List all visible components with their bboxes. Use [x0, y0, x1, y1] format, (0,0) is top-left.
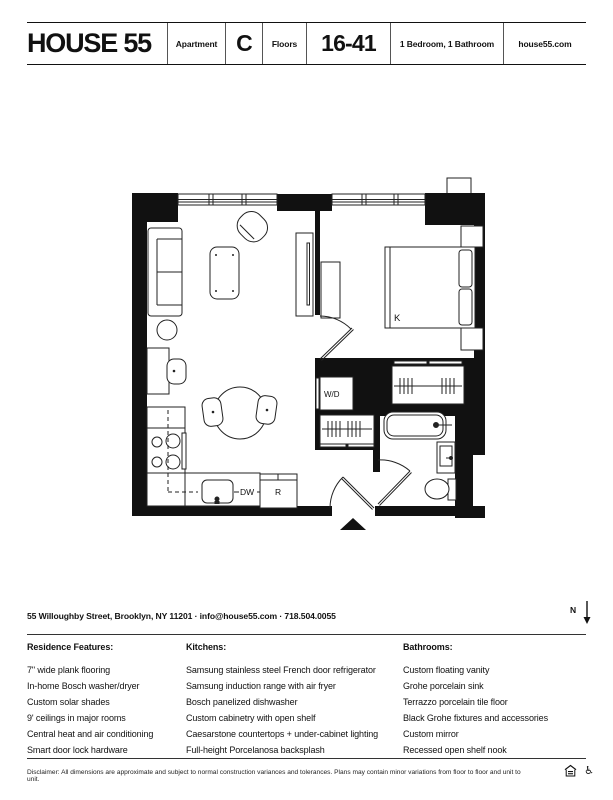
bathroom-door-leaf: [378, 471, 412, 506]
side-table: [157, 320, 177, 340]
tv: [307, 243, 310, 305]
floor-plan: [110, 170, 510, 535]
dresser: [321, 262, 340, 318]
features-section: [27, 642, 586, 758]
kitchens-column: [186, 642, 403, 758]
column-heading: Residence Features:: [27, 642, 114, 652]
apartment-label: Apartment: [167, 23, 225, 64]
desk: [147, 348, 169, 394]
pillow: [459, 250, 472, 287]
bed-size-label: K: [394, 313, 401, 324]
entry-door-arc: [330, 477, 343, 508]
nightstand: [461, 328, 483, 350]
coffee-table: [210, 247, 239, 299]
bathroom-door-arc: [378, 460, 410, 471]
feature-item: Custom solar shades: [27, 697, 110, 707]
refrigerator-label: R: [275, 487, 282, 497]
north-arrow-head: [584, 617, 591, 624]
feature-item: Grohe porcelain sink: [403, 681, 484, 691]
website-label: house55.com: [503, 23, 586, 64]
compass-letter: N: [570, 605, 577, 615]
column-heading: Bathrooms:: [403, 642, 453, 652]
footer-icons: [564, 764, 594, 777]
divider: [27, 758, 586, 759]
floor-plan-svg: [110, 170, 510, 535]
equal-housing-icon: [564, 764, 577, 777]
feature-item: Samsung induction range with air fryer: [186, 681, 336, 691]
stove: [147, 428, 185, 473]
bed-bath-label: 1 Bedroom, 1 Bathroom: [390, 23, 503, 64]
header-bar: [27, 22, 586, 65]
divider: [27, 634, 586, 635]
floors-value: 16-41: [306, 23, 390, 64]
apartment-value: C: [225, 23, 262, 64]
washer-dryer-label: W/D: [324, 390, 340, 399]
oven-handle: [182, 433, 186, 469]
dishwasher-label: DW: [240, 487, 255, 497]
feature-item: Samsung stainless steel French door refrigerator: [186, 665, 376, 675]
floors-label: Floors: [262, 23, 306, 64]
compass-north: [568, 598, 598, 628]
feature-item: Caesarstone countertops + under-cabinet lighting: [186, 729, 379, 739]
nightstand: [461, 226, 483, 247]
disclaimer-text: Disclaimer: All dimensions are approximate and subject to normal construction variances and tolerances. Plans may contain minor variations from floor to floor and unit to unit.: [27, 769, 521, 783]
feature-item: Black Grohe fixtures and accessories: [403, 713, 548, 723]
bedroom-closet: [392, 366, 464, 404]
column-heading: Kitchens:: [186, 642, 227, 652]
shaft-outline: [447, 178, 471, 194]
entry-door-leaf: [342, 477, 375, 510]
entry-marker-triangle: [340, 518, 366, 530]
bedroom-furniture: [321, 226, 483, 350]
feature-item: Bosch panelized dishwasher: [186, 697, 298, 707]
feature-item: In-home Bosch washer/dryer: [27, 681, 140, 691]
pillow: [459, 289, 472, 325]
feature-item: 7" wide plank flooring: [27, 665, 111, 675]
feature-item: Custom mirror: [403, 729, 459, 739]
brand-logo: HOUSE 55: [27, 28, 151, 58]
accessibility-icon: ♿: [584, 764, 594, 777]
residence-features-column: [27, 642, 186, 758]
feature-item: Terrazzo porcelain tile floor: [403, 697, 508, 707]
desk-chair: [167, 359, 186, 384]
lounge-chair: [232, 206, 272, 246]
feature-item: Full-height Porcelanosa backsplash: [186, 745, 325, 755]
feature-item: Central heat and air conditioning: [27, 729, 154, 739]
feature-item: Custom floating vanity: [403, 665, 490, 675]
feature-item: Recessed open shelf nook: [403, 745, 507, 755]
toilet: [425, 479, 449, 499]
tv-console: [296, 233, 313, 316]
living-room-furniture: [147, 206, 313, 439]
bathrooms-column: [403, 642, 586, 758]
bedroom-door-leaf: [320, 328, 354, 361]
feature-item: Custom cabinetry with open shelf: [186, 713, 316, 723]
contact-line: 55 Willoughby Street, Brooklyn, NY 11201 · info@house55.com · 718.504.0055: [27, 611, 336, 621]
feature-item: Smart door lock hardware: [27, 745, 128, 755]
feature-item: 9' ceilings in major rooms: [27, 713, 126, 723]
